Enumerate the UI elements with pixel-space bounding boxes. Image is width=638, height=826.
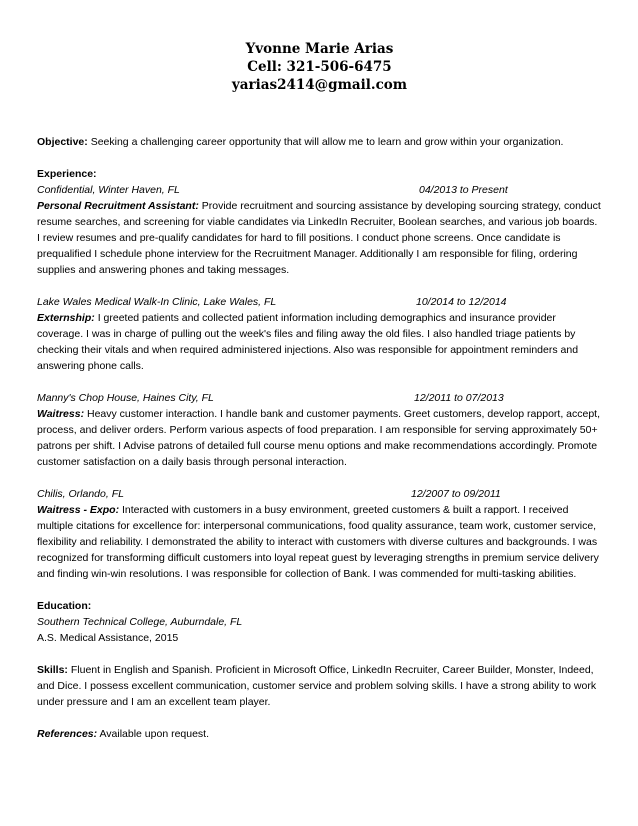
objective-label: Objective: xyxy=(37,136,88,148)
job-description: Provide recruitment and sourcing assistance by developing sourcing strategy, conduct resume searches, and screening for viable candidates via LinkedIn Recruiter, Boolean searches, and various job boards. I review resumes and pre-qualify candidates for hard to fill positions. I conduct phone screens. Once candidate is prequalified I schedule phone interview for the Recruitment Manager. Additionally I am responsible for filing, ordering supplies and answering phones and taking messages. xyxy=(37,200,601,276)
references-section xyxy=(37,726,603,742)
job-description: I greeted patients and collected patient information including demographics and insurance provider coverage. I was in charge of pulling out the week's files and filing away the old files. I also handled triage patients by checking their vitals and when required administered injections. Also was responsible for appointment reminders and answering phone calls. xyxy=(37,312,579,372)
education-section xyxy=(37,598,603,646)
job-description-block xyxy=(37,310,603,374)
job-location: Chilis, Orlando, FL xyxy=(37,488,124,500)
job-dates: 10/2014 to 12/2014 xyxy=(416,296,507,308)
job-title: Waitress - Expo: xyxy=(37,504,120,516)
job-location-line xyxy=(37,294,603,310)
job-title: Personal Recruitment Assistant: xyxy=(37,200,199,212)
resume-header xyxy=(0,40,638,94)
experience-heading: Experience: xyxy=(37,168,97,180)
job-description: Heavy customer interaction. I handle bank and customer payments. Greet customers, develop rapport, accept, process, and deliver orders. Perform various aspects of food preparation. I am responsible for serving approximately 50+ patrons per shift. I Advise patrons of detailed full course menu options and make recommendations accordingly. Promote customer satisfaction on a daily basis through personal interaction. xyxy=(37,408,601,468)
job-dates: 12/2007 to 09/2011 xyxy=(411,488,501,500)
skills-section xyxy=(37,662,603,710)
references-label: References: xyxy=(37,728,98,740)
job-description: Interacted with customers in a busy environment, greeted customers & built a rapport. I received multiple citations for excellence for: interpersonal communications, food quality assurance, team work, customer service, flexibility and reliability. I demonstrated the ability to interact with customers with diverse cultures and backgrounds. I was recognized for transforming difficult customers into loyal repeat guest by leveraging strengths in premium service delivery and finding win-win resolutions. I was responsible for collection of Bank. I was commended for multi-tasking abilities. xyxy=(37,504,599,580)
job-dates: 04/2013 to Present xyxy=(419,184,508,196)
job-dates: 12/2011 to 07/2013 xyxy=(414,392,504,404)
job-entry xyxy=(37,294,603,374)
skills-label: Skills: xyxy=(37,664,68,676)
job-title: Waitress: xyxy=(37,408,85,420)
job-location: Manny's Chop House, Haines City, FL xyxy=(37,392,214,404)
candidate-phone: Cell: 321-506-6475 xyxy=(247,59,392,75)
job-description-block xyxy=(37,406,603,470)
education-heading: Education: xyxy=(37,600,92,612)
job-location-line xyxy=(37,182,603,198)
candidate-email: yarias2414@gmail.com xyxy=(231,77,408,93)
job-entry xyxy=(37,182,603,278)
job-location-line xyxy=(37,390,603,406)
education-degree: A.S. Medical Assistance, 2015 xyxy=(37,632,179,644)
job-location-line xyxy=(37,486,603,502)
candidate-name: Yvonne Marie Arias xyxy=(245,41,394,57)
job-description-block xyxy=(37,198,603,278)
job-location: Confidential, Winter Haven, FL xyxy=(37,184,180,196)
job-title: Externship: xyxy=(37,312,95,324)
skills-text: Fluent in English and Spanish. Proficient in Microsoft Office, LinkedIn Recruiter, Career Builder, Monster, Indeed, and Dice. I possess excellent communication, customer service and problem solving skills. I have a strong ability to work under pressure and I am an excellent team player. xyxy=(37,664,597,708)
references-text: Available upon request. xyxy=(99,728,210,740)
job-entry xyxy=(37,486,603,582)
objective-text: Seeking a challenging career opportunity that will allow me to learn and grow within your organization. xyxy=(90,136,564,148)
job-location: Lake Wales Medical Walk-In Clinic, Lake Wales, FL xyxy=(37,296,277,308)
objective-section xyxy=(37,134,603,150)
job-entry xyxy=(37,390,603,470)
job-description-block xyxy=(37,502,603,582)
education-school: Southern Technical College, Auburndale, FL xyxy=(37,616,243,628)
resume-body xyxy=(37,134,603,742)
